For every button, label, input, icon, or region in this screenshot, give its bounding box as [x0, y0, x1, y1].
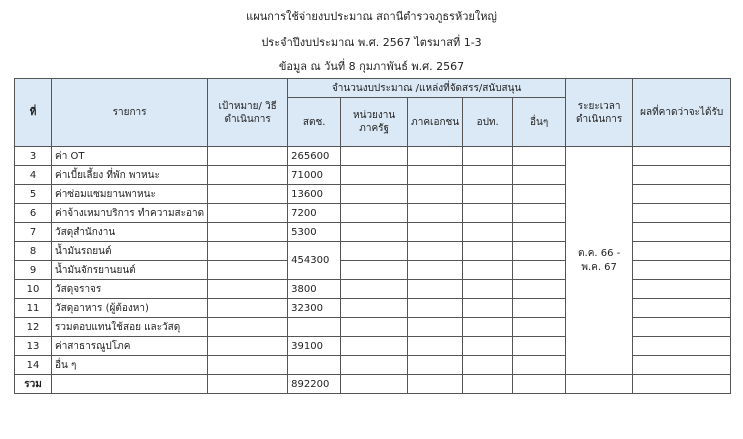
row-no: 7 — [15, 223, 52, 242]
row-no: 4 — [15, 166, 52, 185]
row-item: ค่า OT — [52, 147, 208, 166]
total-label: รวม — [15, 375, 52, 394]
header-target: เป้าหมาย/ วิธีดำเนินการ — [208, 79, 288, 147]
row-amount: 13600 — [288, 185, 341, 204]
row-item: ค่าจ้างเหมาบริการ ทำความสะอาด — [52, 204, 208, 223]
row-item: น้ำมันจักรยานยนต์ — [52, 261, 208, 280]
row-no: 3 — [15, 147, 52, 166]
row-amount: 3800 — [288, 280, 341, 299]
row-item: อื่น ๆ — [52, 356, 208, 375]
row-amount: 7200 — [288, 204, 341, 223]
header-gov: หน่วยงาน ภาครัฐ — [341, 98, 408, 147]
header-budget-group: จำนวนงบประมาณ /แหล่งที่จัดสรร/สนับสนุน — [288, 79, 566, 98]
header-private: ภาคเอกชน — [408, 98, 463, 147]
budget-table — [14, 78, 731, 394]
table-row — [15, 147, 731, 166]
fuel-merged-amount: 454300 — [288, 242, 341, 280]
total-row — [15, 375, 731, 394]
header-period: ระยะเวลา ดำเนินการ — [566, 79, 633, 147]
row-item: น้ำมันรถยนต์ — [52, 242, 208, 261]
row-amount: 71000 — [288, 166, 341, 185]
row-no: 6 — [15, 204, 52, 223]
doc-title: แผนการใช้จ่ายงบประมาณ สถานีตำรวจภูธรห้วยใหญ่ — [246, 10, 497, 23]
row-amount: 39100 — [288, 337, 341, 356]
row-item: ค่าเบี้ยเลี้ยง ที่พัก พาหนะ — [52, 166, 208, 185]
header-item: รายการ — [52, 79, 208, 147]
row-item: วัสดุสำนักงาน — [52, 223, 208, 242]
header-local: อปท. — [463, 98, 513, 147]
row-amount — [288, 318, 341, 337]
row-no: 14 — [15, 356, 52, 375]
row-item: ค่าซ่อมแซมยานพาหนะ — [52, 185, 208, 204]
row-item: ค่าสาธารณูปโภค — [52, 337, 208, 356]
doc-date: ข้อมูล ณ วันที่ 8 กุมภาพันธ์ พ.ศ. 2567 — [278, 60, 465, 73]
row-item: วัสดุจราจร — [52, 280, 208, 299]
doc-subtitle: ประจำปีงบประมาณ พ.ศ. 2567 ไตรมาสที่ 1-3 — [261, 36, 482, 49]
row-no: 8 — [15, 242, 52, 261]
row-no: 9 — [15, 261, 52, 280]
total-amount: 892200 — [288, 375, 341, 394]
row-no: 13 — [15, 337, 52, 356]
row-amount: 32300 — [288, 299, 341, 318]
period-cell: ต.ค. 66 - พ.ค. 67 — [566, 147, 633, 375]
header-police: สตช. — [288, 98, 341, 147]
row-no: 12 — [15, 318, 52, 337]
row-no: 11 — [15, 299, 52, 318]
row-amount: 265600 — [288, 147, 341, 166]
header-expected: ผลที่คาดว่าจะได้รับ — [633, 79, 731, 147]
row-no: 10 — [15, 280, 52, 299]
header-no: ที่ — [15, 79, 52, 147]
row-item: รวมตอบแทนใช้สอย และวัสดุ — [52, 318, 208, 337]
header-other: อื่นๆ — [513, 98, 566, 147]
row-amount: 5300 — [288, 223, 341, 242]
row-amount — [288, 356, 341, 375]
row-no: 5 — [15, 185, 52, 204]
row-item: วัสดุอาหาร (ผู้ต้องหา) — [52, 299, 208, 318]
